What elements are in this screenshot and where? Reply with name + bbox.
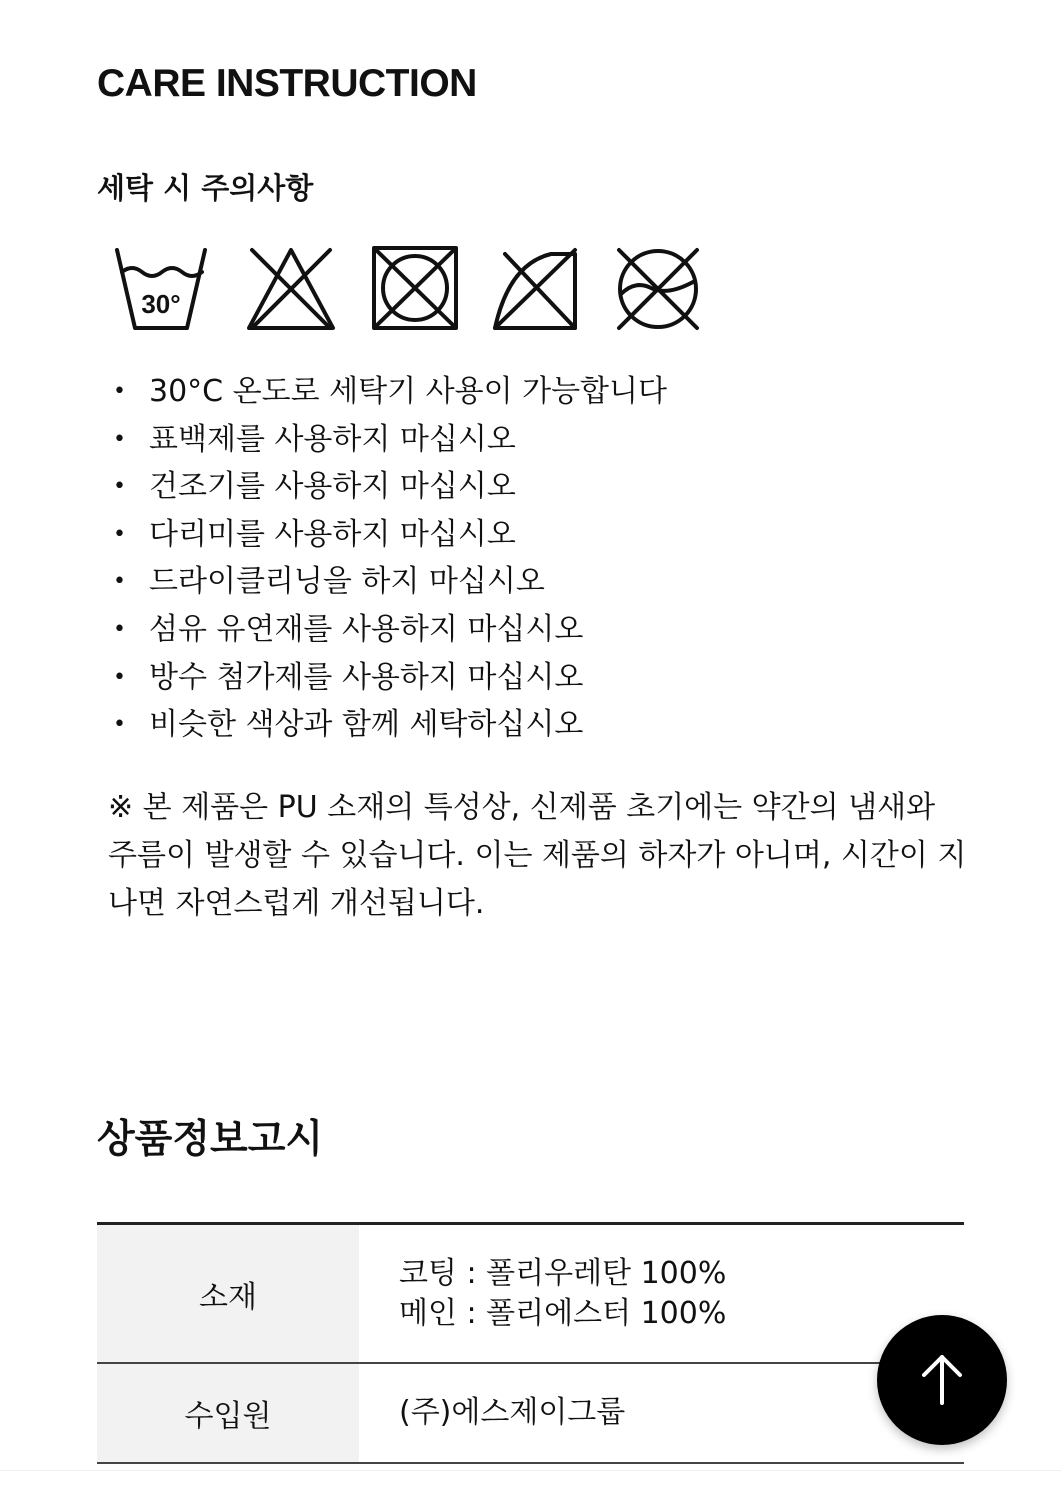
instruction-text: 30°C 온도로 세탁기 사용이 가능합니다 xyxy=(149,374,667,409)
no-iron-icon xyxy=(491,244,581,334)
material-main: 메인 : 폴리에스터 100% xyxy=(399,1295,727,1331)
instruction-text: 드라이클리닝을 하지 마십시오 xyxy=(149,564,545,600)
care-instruction-list xyxy=(113,368,667,749)
no-bleach-icon xyxy=(246,244,336,332)
product-info-table xyxy=(97,1222,964,1464)
bullet: • xyxy=(113,664,126,690)
care-icons xyxy=(113,244,713,334)
instruction-text: 비슷한 색상과 함께 세탁하십시오 xyxy=(149,707,584,743)
list-item xyxy=(113,606,667,654)
care-subtitle: 세탁 시 주의사항 xyxy=(97,171,314,205)
product-info-title: 상품정보고시 xyxy=(97,1117,324,1162)
instruction-text: 섬유 유연재를 사용하지 마십시오 xyxy=(149,611,584,647)
no-dry-clean-icon xyxy=(613,244,703,334)
wash-30-icon xyxy=(113,244,209,332)
arrow-up-icon xyxy=(920,1353,964,1407)
list-item xyxy=(113,368,667,416)
scroll-to-top-button[interactable] xyxy=(877,1315,1007,1445)
list-item xyxy=(113,654,667,702)
list-item xyxy=(113,463,667,511)
bullet: • xyxy=(113,474,126,500)
no-tumble-dry-icon xyxy=(371,244,459,332)
bullet: • xyxy=(113,712,126,738)
importer-name: (주)에스제이그룹 xyxy=(399,1395,626,1430)
table-row xyxy=(97,1224,964,1364)
instruction-text: 다리미를 사용하지 마십시오 xyxy=(149,516,516,552)
bullet: • xyxy=(113,379,126,404)
row-label: 수입원 xyxy=(97,1363,359,1463)
list-item xyxy=(113,416,667,464)
bullet: • xyxy=(113,426,126,452)
care-instruction-title: CARE INSTRUCTION xyxy=(97,62,477,105)
bullet: • xyxy=(113,569,126,595)
instruction-text: 표백제를 사용하지 마십시오 xyxy=(149,421,516,457)
bullet: • xyxy=(113,616,126,642)
list-item xyxy=(113,558,667,606)
table-row xyxy=(97,1363,964,1463)
wash-temp-label: 30° xyxy=(141,289,181,319)
list-item xyxy=(113,701,667,749)
care-note: ※ 본 제품은 PU 소재의 특성상, 신제품 초기에는 약간의 냄새와 주름이 발생할 수 있습니다. 이는 제품의 하자가 아니며, 시간이 지나면 자연스럽게 개선됩니다. xyxy=(108,790,967,921)
divider xyxy=(0,1470,1061,1471)
list-item xyxy=(113,511,667,559)
instruction-text: 방수 첨가제를 사용하지 마십시오 xyxy=(149,659,584,695)
row-label: 소재 xyxy=(97,1224,359,1364)
instruction-text: 건조기를 사용하지 마십시오 xyxy=(149,469,516,505)
row-value xyxy=(359,1363,964,1463)
material-coating: 코팅 : 폴리우레탄 100% xyxy=(399,1255,727,1291)
row-value xyxy=(359,1224,964,1364)
bullet: • xyxy=(113,521,126,547)
